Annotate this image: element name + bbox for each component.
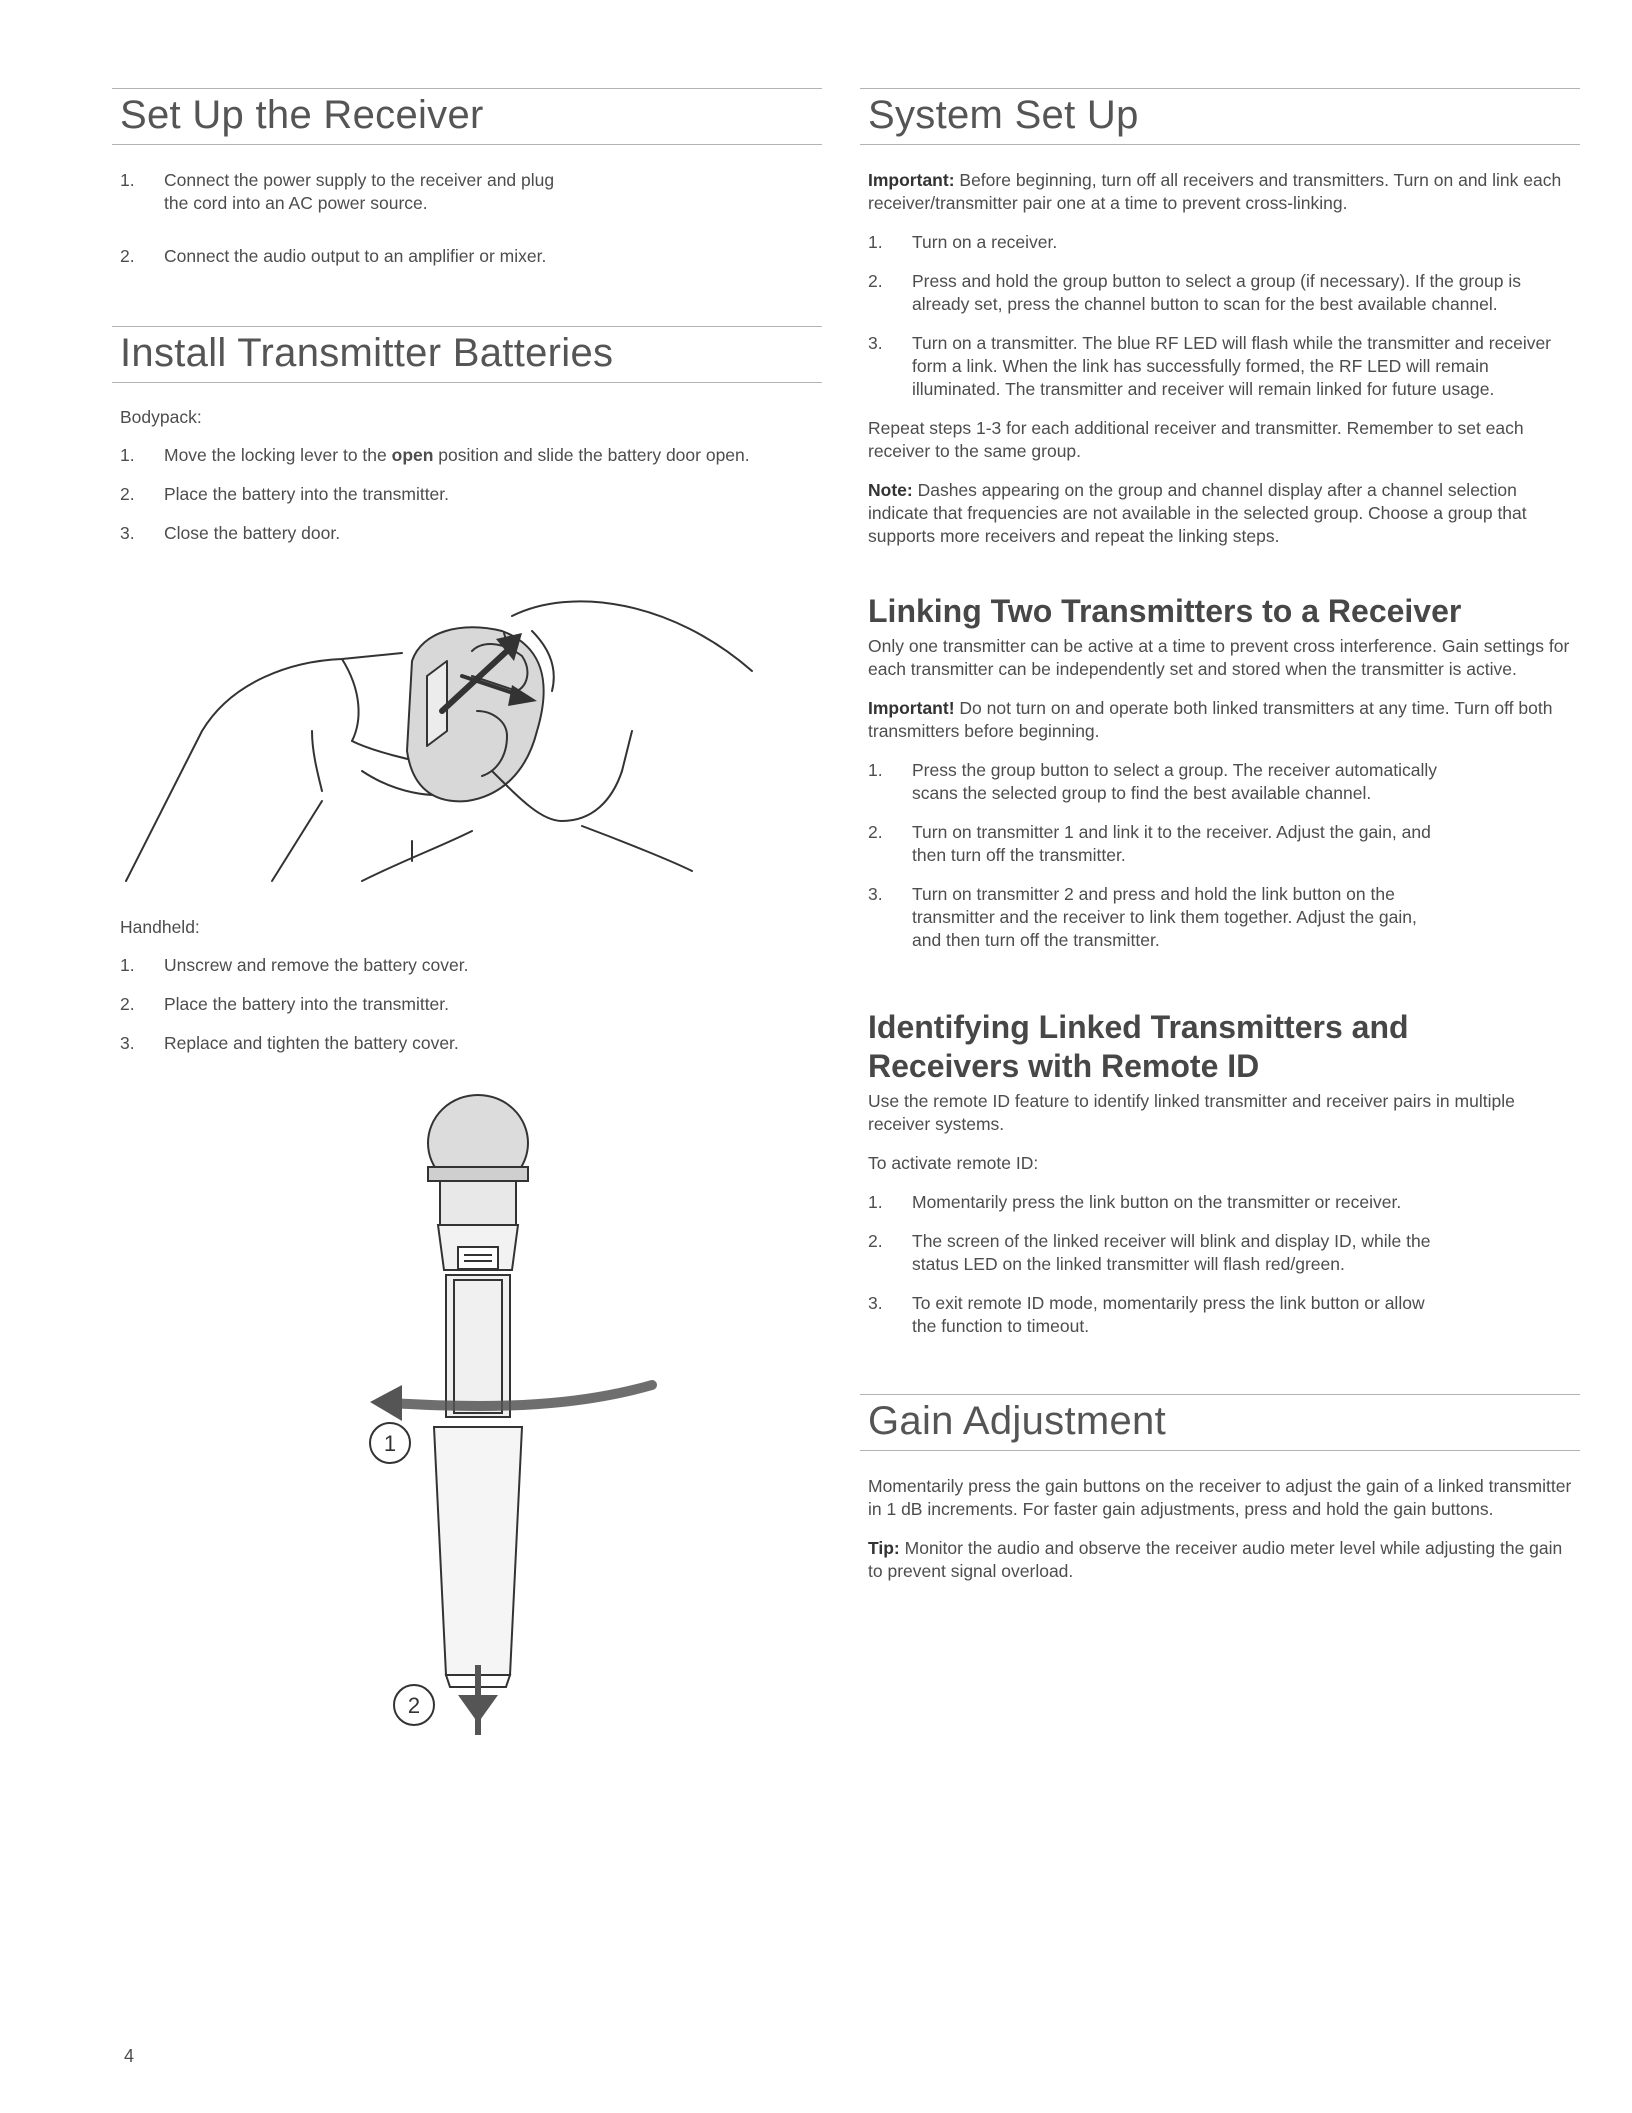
page-number: 4 — [124, 2046, 135, 2066]
handheld-microphone-illustration — [112, 1075, 822, 1735]
list-item: 1. Momentarily press the link button on the transmitter or receiver. — [868, 1192, 1402, 1212]
list-item: 3. Turn on transmitter 2 and press and hold the link button on the transmitter and the receiver to link them together. Adjust the gain, and then turn off the transmitter. — [868, 884, 1417, 950]
linking-important-paragraph: Important! Do not turn on and operate both linked transmitters at any time. Turn off both transmitters before beginning. — [868, 698, 1553, 741]
callout-2: 2 — [407, 1693, 421, 1718]
handheld-steps — [112, 954, 822, 1055]
list-item: 2. The screen of the linked receiver will blink and display ID, while the status LED on the linked transmitter will flash red/green. — [868, 1231, 1431, 1274]
list-item: 3. Turn on a transmitter. The blue RF LED will flash while the transmitter and receiver form a link. When the link has successfully formed, the RF LED will remain illuminated. The transmitter and receiver will remain linked for future usage. — [868, 333, 1552, 399]
system-important-paragraph: Important: Before beginning, turn off all receivers and transmitters. Turn on and link each receiver/transmitter pair one at a time to prevent cross-linking. — [868, 170, 1562, 213]
bodypack-battery-illustration — [112, 561, 822, 901]
system-set-up-heading: System Set Up — [860, 88, 1580, 145]
list-item: 2. Connect the audio output to an amplifier or mixer. — [120, 246, 547, 266]
bodypack-steps — [112, 444, 822, 545]
right-column — [860, 88, 1580, 1599]
gain-paragraph: Momentarily press the gain buttons on the receiver to adjust the gain of a linked transmitter in 1 dB increments. For faster gain adjustments, press and hold the gain buttons. — [868, 1476, 1572, 1519]
linking-heading: Linking Two Transmitters to a Receiver — [868, 593, 1462, 629]
remote-id-intro: Use the remote ID feature to identify linked transmitter and receiver pairs in multiple receiver systems. — [868, 1091, 1515, 1134]
list-item: 2. Turn on transmitter 1 and link it to the receiver. Adjust the gain, and then turn off the transmitter. — [868, 822, 1431, 865]
list-item: 2. Place the battery into the transmitter. — [120, 484, 450, 504]
list-item: 1. Turn on a receiver. — [868, 232, 1058, 252]
list-item: 1. Connect the power supply to the receiver and plug the cord into an AC power source. — [120, 170, 555, 213]
remote-id-heading: Identifying Linked Transmitters and Receivers with Remote ID — [868, 1009, 1409, 1084]
list-item: 2. Place the battery into the transmitter. — [120, 994, 450, 1014]
repeat-paragraph: Repeat steps 1-3 for each additional receiver and transmitter. Remember to set each receiver to the same group. — [868, 418, 1524, 461]
list-item: 1. Move the locking lever to the open position and slide the battery door open. — [120, 445, 750, 465]
list-item: 3. Close the battery door. — [120, 523, 341, 543]
bodypack-label: Bodypack: — [120, 407, 202, 427]
linking-intro: Only one transmitter can be active at a time to prevent cross interference. Gain settings for each transmitter can be independently set and stored when the transmitter is active. — [868, 636, 1570, 679]
system-steps — [860, 231, 1580, 401]
list-item: 1. Unscrew and remove the battery cover. — [120, 955, 469, 975]
left-column — [112, 88, 822, 1735]
tip-paragraph: Tip: Monitor the audio and observe the receiver audio meter level while adjusting the gain to prevent signal overload. — [868, 1538, 1563, 1581]
list-item: 1. Press the group button to select a group. The receiver automatically scans the selected group to find the best available channel. — [868, 760, 1437, 803]
set-up-receiver-heading: Set Up the Receiver — [112, 88, 822, 145]
handheld-label: Handheld: — [120, 917, 200, 937]
install-batteries-heading: Install Transmitter Batteries — [112, 326, 822, 383]
activate-remote-label: To activate remote ID: — [868, 1153, 1039, 1173]
note-paragraph: Note: Dashes appearing on the group and channel display after a channel selection indicate that frequencies are not available in the selected group. Choose a group that supports more receivers and repeat the linking steps. — [868, 480, 1527, 546]
remote-id-steps — [860, 1191, 1450, 1338]
callout-1: 1 — [383, 1431, 397, 1456]
list-item: 3. To exit remote ID mode, momentarily press the link button or allow the function to timeout. — [868, 1293, 1425, 1336]
gain-adjustment-heading: Gain Adjustment — [860, 1394, 1580, 1451]
list-item: 3. Replace and tighten the battery cover. — [120, 1033, 459, 1053]
list-item: 2. Press and hold the group button to select a group (if necessary). If the group is already set, press the channel button to scan for the best available channel. — [868, 271, 1521, 314]
linking-steps — [860, 759, 1450, 952]
receiver-steps — [112, 169, 582, 268]
